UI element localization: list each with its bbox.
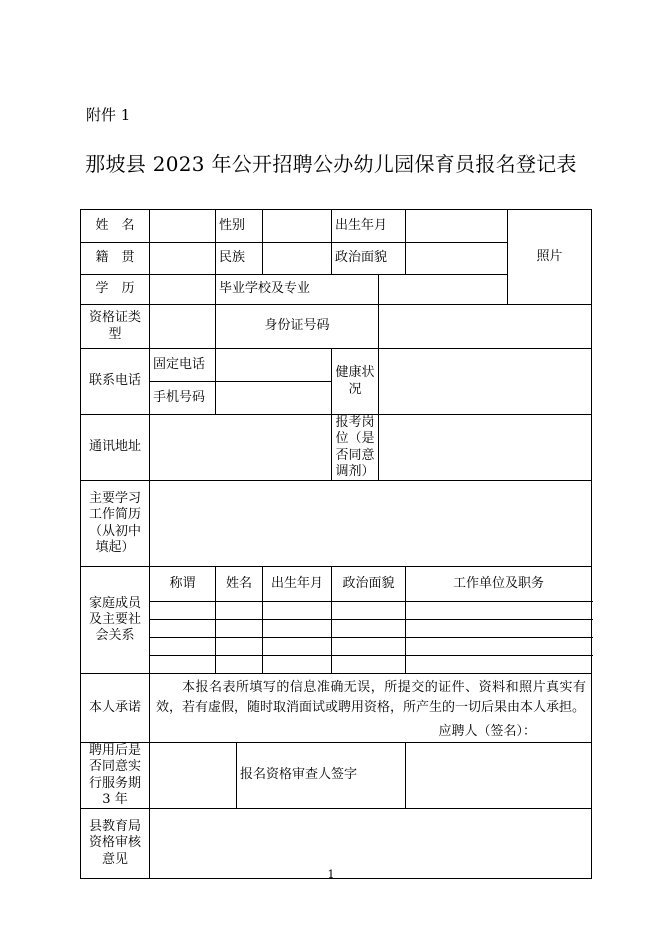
family-cell[interactable] (263, 638, 332, 656)
family-header-birth: 出生年月 (263, 567, 332, 602)
service-field[interactable] (150, 743, 237, 809)
family-cell[interactable] (150, 620, 216, 638)
position-field[interactable] (379, 415, 592, 481)
birth-field[interactable] (406, 210, 508, 243)
ethnicity-label: 民族 (216, 243, 263, 275)
pledge-label: 本人承诺 (81, 674, 150, 743)
name-label: 姓 名 (81, 210, 150, 243)
pledge-cell (150, 674, 592, 743)
attachment-label: 附件 1 (86, 106, 131, 124)
mobile-field[interactable] (216, 382, 332, 415)
political-label: 政治面貌 (332, 243, 406, 275)
mobile-label: 手机号码 (150, 382, 216, 415)
family-header-political: 政治面貌 (332, 567, 406, 602)
family-cell[interactable] (406, 656, 592, 674)
resume-field[interactable] (150, 481, 592, 567)
gender-label: 性别 (216, 210, 263, 243)
family-cell[interactable] (216, 602, 263, 620)
photo-box[interactable]: 照片 (508, 210, 592, 305)
bureau-label: 县教育局资格审核意见 (81, 809, 150, 879)
family-header-title: 称谓 (150, 567, 216, 602)
family-header-name: 姓名 (216, 567, 263, 602)
family-cell[interactable] (406, 620, 592, 638)
registration-form (80, 209, 592, 879)
family-cell[interactable] (150, 638, 216, 656)
resume-label: 主要学习工作简历（从初中填起） (81, 481, 150, 567)
education-label: 学 历 (81, 275, 150, 305)
pledge-signature[interactable]: 应聘人（签名）： (438, 724, 537, 740)
family-cell[interactable] (263, 620, 332, 638)
id-number-label: 身份证号码 (216, 305, 379, 349)
family-cell[interactable] (150, 602, 216, 620)
family-cell[interactable] (332, 638, 406, 656)
family-cell[interactable] (406, 602, 592, 620)
family-cell[interactable] (263, 656, 332, 674)
family-label: 家庭成员及主要社会关系 (81, 567, 150, 674)
pledge-text: 本报名表所填写的信息准确无误，所提交的证件、资料和照片真实有效，若有虚假，随时取消面试或聘用资格，所产生的一切后果由本人承担。 (156, 680, 587, 716)
reviewer-signature-field[interactable] (406, 743, 592, 809)
page-title: 那坡县 2023 年公开招聘公办幼儿园保育员报名登记表 (85, 152, 577, 176)
family-cell[interactable] (263, 602, 332, 620)
landline-label: 固定电话 (150, 349, 216, 382)
cert-type-field[interactable] (150, 305, 216, 349)
birth-label: 出生年月 (332, 210, 406, 243)
ethnicity-field[interactable] (263, 243, 332, 275)
family-header-employer: 工作单位及职务 (406, 567, 592, 602)
origin-label: 籍 贯 (81, 243, 150, 275)
name-field[interactable] (150, 210, 216, 243)
landline-field[interactable] (216, 349, 332, 382)
address-field[interactable] (150, 415, 332, 481)
position-label: 报考岗位（是否同意调剂） (332, 415, 379, 481)
gender-field[interactable] (263, 210, 332, 243)
service-label: 聘用后是否同意实行服务期 3 年 (81, 743, 150, 809)
family-cell[interactable] (332, 602, 406, 620)
school-field[interactable] (379, 275, 508, 305)
family-cell[interactable] (332, 656, 406, 674)
family-cell[interactable] (216, 638, 263, 656)
family-cell[interactable] (216, 620, 263, 638)
family-cell[interactable] (332, 620, 406, 638)
health-label: 健康状况 (332, 349, 379, 415)
school-label: 毕业学校及专业 (216, 275, 379, 305)
address-label: 通讯地址 (81, 415, 150, 481)
cert-type-label: 资格证类 型 (81, 305, 150, 349)
reviewer-label: 报名资格审查人签字 (237, 743, 406, 809)
health-field[interactable] (379, 349, 592, 415)
family-cell[interactable] (406, 638, 592, 656)
contact-label: 联系电话 (81, 349, 150, 415)
id-number-field[interactable] (379, 305, 592, 349)
political-field[interactable] (406, 243, 508, 275)
page-number: 1 (327, 868, 335, 881)
family-cell[interactable] (216, 656, 263, 674)
origin-field[interactable] (150, 243, 216, 275)
family-cell[interactable] (150, 656, 216, 674)
education-field[interactable] (150, 275, 216, 305)
